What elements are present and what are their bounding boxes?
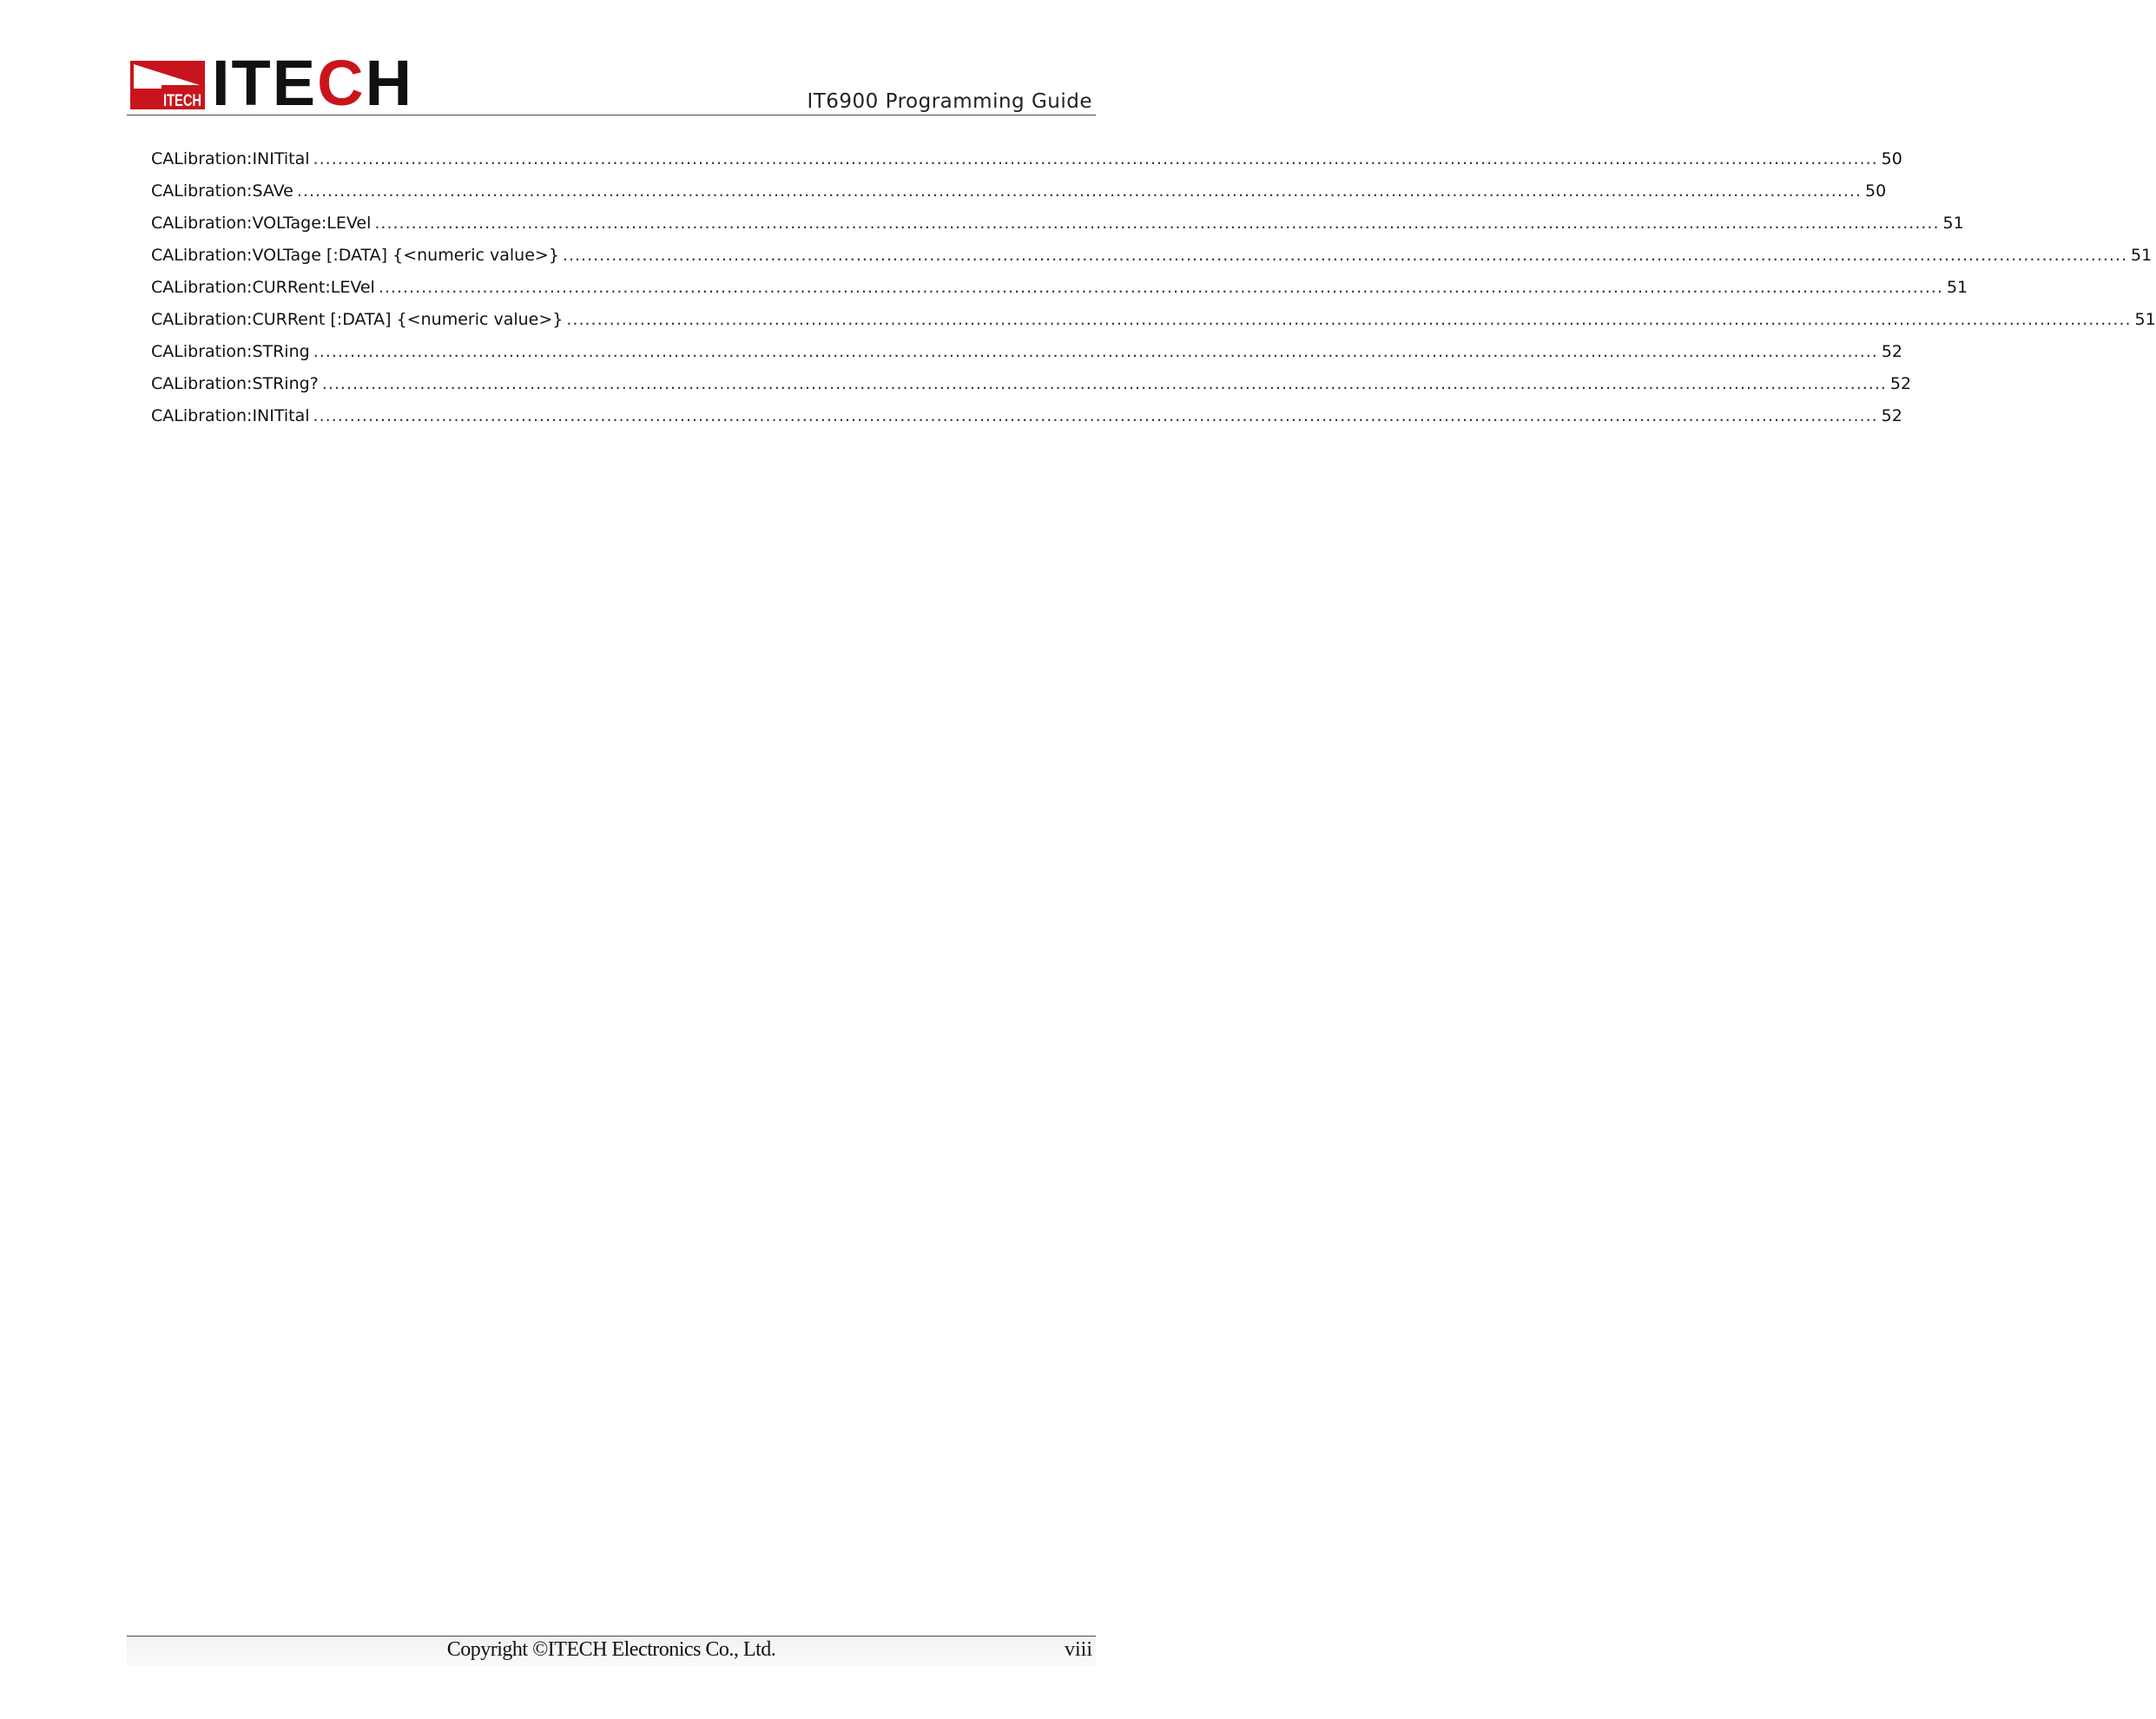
toc-entry-label: CALibration:STRing? bbox=[151, 374, 319, 393]
toc-entry[interactable] bbox=[151, 246, 2153, 278]
toc-entry-page: 51 bbox=[1946, 278, 1968, 297]
toc-entry[interactable] bbox=[151, 406, 1902, 438]
toc-entry-page: 52 bbox=[1889, 374, 1912, 393]
toc-entry[interactable] bbox=[151, 310, 2156, 342]
toc-entry[interactable] bbox=[151, 149, 1902, 181]
toc-entry-label: CALibration:STRing bbox=[151, 342, 310, 361]
toc-dot-leader bbox=[374, 214, 1939, 233]
toc-dot-leader bbox=[563, 246, 2127, 265]
toc-dot-leader bbox=[566, 310, 2131, 329]
toc-entry-page: 50 bbox=[1881, 149, 1902, 168]
toc-entry[interactable] bbox=[151, 181, 1887, 214]
logo-badge-text: ITECH bbox=[163, 92, 201, 110]
toc-entry[interactable] bbox=[151, 214, 1964, 246]
copyright-notice: Copyright ©ITECH Electronics Co., Ltd. bbox=[446, 1638, 776, 1661]
toc-entry[interactable] bbox=[151, 374, 1912, 406]
toc-entry-page: 51 bbox=[2134, 310, 2156, 329]
toc-dot-leader bbox=[379, 278, 1943, 297]
page-number: viii bbox=[1064, 1638, 1092, 1661]
toc-entry-label: CALibration:CURRent:LEVel bbox=[151, 278, 375, 297]
toc-entry-page: 52 bbox=[1881, 342, 1903, 361]
toc-entry-label: CALibration:VOLTage:LEVel bbox=[151, 214, 372, 233]
toc-entry-page: 50 bbox=[1864, 181, 1887, 201]
toc-entry-label: CALibration:SAVe bbox=[151, 181, 293, 201]
document-title: IT6900 Programming Guide bbox=[807, 90, 1092, 113]
toc-entry[interactable] bbox=[151, 278, 1968, 310]
toc-dot-leader bbox=[313, 149, 1878, 168]
toc-entry-label: CALibration:CURRent [:DATA] {<numeric value>} bbox=[151, 310, 564, 329]
toc-entry[interactable] bbox=[151, 342, 1903, 374]
toc-entry-page: 52 bbox=[1881, 406, 1902, 425]
toc-dot-leader bbox=[313, 342, 1878, 361]
toc-dot-leader bbox=[322, 374, 1887, 393]
logo-wordmark: ITECH bbox=[212, 47, 414, 119]
toc-dot-leader bbox=[297, 181, 1862, 201]
toc-entry-label: CALibration:INITital bbox=[151, 406, 310, 425]
toc-entry-page: 51 bbox=[2131, 246, 2153, 265]
toc-dot-leader bbox=[313, 406, 1878, 425]
toc-entry-label: CALibration:VOLTage [:DATA] {<numeric value>} bbox=[151, 246, 559, 265]
toc-entry-label: CALibration:INITital bbox=[151, 149, 310, 168]
toc-entry-page: 51 bbox=[1942, 214, 1964, 233]
page-header bbox=[127, 47, 1096, 119]
table-of-contents bbox=[151, 149, 2156, 438]
page-footer bbox=[127, 1636, 1096, 1666]
itech-logo-mark-icon bbox=[130, 61, 205, 109]
itech-logo bbox=[130, 47, 414, 119]
